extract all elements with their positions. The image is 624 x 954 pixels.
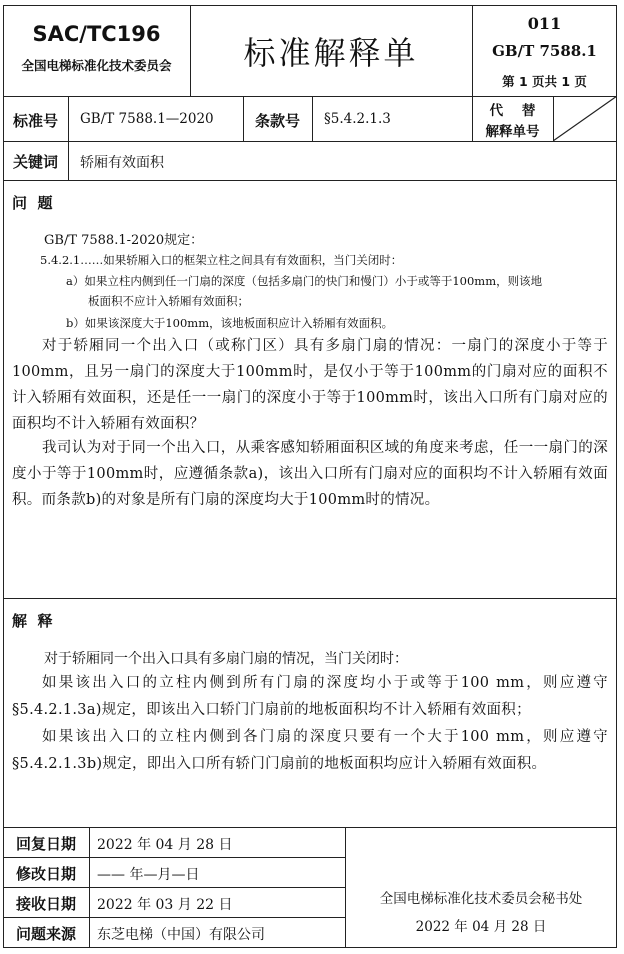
divider — [3, 857, 345, 858]
keyword-label: 关键词 — [12, 153, 58, 171]
divider — [3, 827, 617, 828]
standard-label: 标准号 — [12, 112, 58, 130]
answer-paragraph: 如果该出入口的立柱内侧到所有门扇的深度均小于或等于100 mm，则应遵守§5.4.2.1.3a)规定，即该出入口轿门门扇前的地板面积均不计入轿厢有效面积； — [12, 675, 608, 718]
divider — [89, 827, 90, 948]
receive-date-value: 2022 年 03 月 22 日 — [97, 897, 233, 913]
answer-paragraph: 如果该出入口的立柱内侧到各门扇的深度只要有一个大于100 mm，则应遵守§5.4.2.1.3b)规定，即出入口所有轿门门扇前的地板面积均应计入轿厢有效面积。 — [12, 729, 608, 772]
divider — [3, 96, 617, 97]
answer-heading: 解 释 — [12, 612, 53, 630]
question-heading: 问 题 — [12, 194, 53, 212]
replace-label-2: 解释单号 — [485, 124, 540, 140]
secretariat: 全国电梯标准化技术委员会秘书处 — [379, 891, 583, 907]
page-title: 标准解释单 — [243, 34, 419, 72]
clause-value: §5.4.2.1.3 — [324, 111, 391, 127]
answer-intro: 对于轿厢同一个出入口具有多扇门扇的情况，当门关闭时： — [44, 651, 408, 667]
divider — [312, 96, 313, 141]
clause-label: 条款号 — [254, 112, 300, 130]
reply-date-value: 2022 年 04 月 28 日 — [97, 837, 233, 853]
org-name: 全国电梯标准化技术委员会 — [21, 58, 172, 73]
divider — [3, 887, 345, 888]
sign-date: 2022 年 04 月 28 日 — [415, 919, 547, 935]
org-code: SAC/TC196 — [32, 22, 161, 46]
quoted-clause: 5.4.2.1……如果轿厢入口的框架立柱之间具有有效面积，当门关闭时： — [40, 253, 403, 267]
source-label: 问题来源 — [15, 925, 76, 943]
quoted-item-a-cont: 板面积不应计入轿厢有效面积； — [88, 294, 249, 308]
modify-date-label: 修改日期 — [15, 865, 76, 883]
quoted-item-a: a）如果立柱内侧到任一门扇的深度（包括多扇门的快门和慢门）小于或等于100mm，则该地 — [66, 274, 543, 288]
replace-label: 代 替 — [489, 103, 536, 119]
source-value: 东芝电梯（中国）有限公司 — [97, 927, 265, 943]
divider — [3, 917, 345, 918]
divider — [3, 141, 617, 142]
reply-date-label: 回复日期 — [15, 835, 76, 853]
divider — [68, 96, 69, 180]
page-info: 第 1 页共 1 页 — [502, 74, 587, 89]
doc-number: 011 — [527, 14, 562, 33]
keyword-value: 轿厢有效面积 — [80, 155, 164, 171]
question-paragraph: 我司认为对于同一个出入口，从乘客感知轿厢面积区域的角度来考虑，任一一扇门的深度小于等于100mm时，应遵循条款a)，该出入口所有门扇对应的面积均不计入轿厢有效面积。而条款b)的对象是所有门扇的深度均大于100mm时的情况。 — [12, 440, 608, 508]
standard-number: GB/T 7588.1 — [492, 42, 597, 60]
quoted-item-b: b）如果该深度大于100mm，该地板面积应计入轿厢有效面积。 — [66, 316, 394, 330]
divider — [3, 180, 617, 181]
empty-cell-slash — [553, 96, 617, 141]
modify-date-value: —— 年—月—日 — [97, 867, 200, 883]
question-paragraph: 对于轿厢同一个出入口（或称门区）具有多扇门扇的情况：一扇门的深度小于等于100mm，且另一扇门的深度大于100mm时，是仅小于等于100mm的门扇对应的面积不计入轿厢有效面积，还是任一一扇门的深度小于等于100mm时，该出入口所有门扇对应的面积均不计入轿厢有效面积？ — [12, 338, 608, 432]
standard-value: GB/T 7588.1—2020 — [80, 111, 214, 127]
question-intro: GB/T 7588.1-2020规定： — [44, 233, 204, 248]
divider — [3, 598, 617, 599]
receive-date-label: 接收日期 — [15, 895, 76, 913]
